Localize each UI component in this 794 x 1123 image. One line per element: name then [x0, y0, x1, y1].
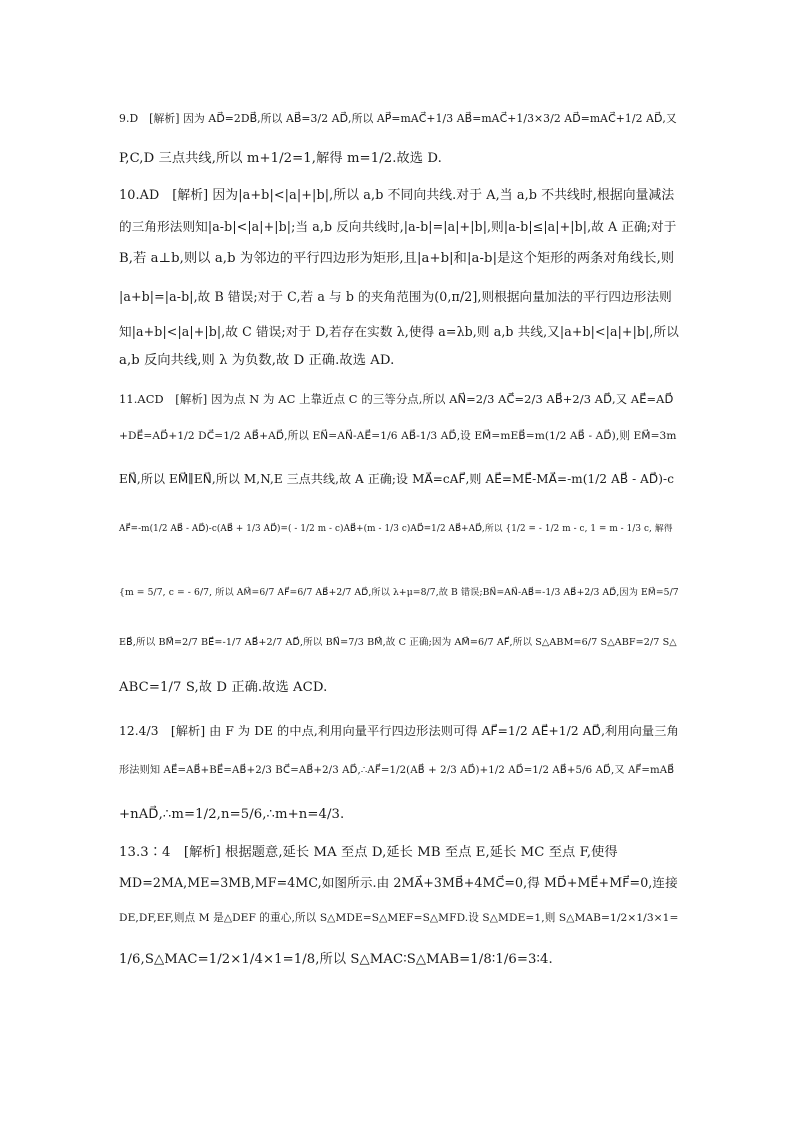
line-12-3: +nAD⃗,∴m=1/2,n=5/6,∴m+n=4/3. [119, 807, 345, 822]
line-11-7: ABC=1/7 S,故 D 正确.故选 ACD. [119, 680, 328, 695]
line-10-3: B,若 a⊥b,则以 a,b 为邻边的平行四边形为矩形,且|a+b|和|a-b|是这个矩形的两条对角线长,则 [119, 251, 675, 266]
line-10-5: 知|a+b|<|a|+|b|,故 C 错误;对于 D,若存在实数 λ,使得 a=λb,则 a,b 共线,又|a+b|<|a|+|b|,所以 [119, 324, 679, 339]
line-11-5: {m = 5/7, c = - 6/7, 所以 AM⃗=6/7 AF⃗=6/7 AB⃗+2/7 AD⃗,所以 λ+μ=8/7,故 B 错误;BN⃗=AN⃗-AB⃗=-1/3 AB⃗+2/3 AD⃗,因为 EM⃗=5/7 [119, 587, 679, 598]
line-13-2: MD=2MA,ME=3MB,MF=4MC,如图所示.由 2MA⃗+3MB⃗+4MC⃗=0,得 MD⃗+ME⃗+MF⃗=0,连接 [119, 875, 678, 890]
line-13-3: DE,DF,EF,则点 M 是△DEF 的重心,所以 S△MDE=S△MEF=S△MFD.设 S△MDE=1,则 S△MAB=1/2×1/3×1= [119, 912, 679, 924]
line-10-1: 10.AD [解析] 因为|a+b|<|a|+|b|,所以 a,b 不同向共线.对于 A,当 a,b 不共线时,根据向量减法 [119, 188, 675, 203]
line-11-1: 11.ACD [解析] 因为点 N 为 AC 上靠近点 C 的三等分点,所以 AN⃗=2/3 AC⃗=2/3 AB⃗+2/3 AD⃗,又 AE⃗=AD⃗ [119, 392, 674, 406]
line-13-4: 1/6,S△MAC=1/2×1/4×1=1/8,所以 S△MAC∶S△MAB=1/8∶1/6=3∶4. [119, 952, 553, 967]
line-10-4: |a+b|=|a-b|,故 B 错误;对于 C,若 a 与 b 的夹角范围为(0,π/2],则根据向量加法的平行四边形法则 [119, 289, 672, 304]
line-12-2: 形法则知 AE⃗=AB⃗+BE⃗=AB⃗+2/3 BC⃗=AB⃗+2/3 AD⃗,∴AF⃗=1/2(AB⃗ + 2/3 AD⃗)+1/2 AD⃗=1/2 AB⃗+5/6 AD⃗,又 AF⃗=mAB⃗ [119, 765, 675, 776]
line-11-6: EB⃗,所以 BM⃗=2/7 BE⃗=-1/7 AB⃗+2/7 AD⃗,所以 BN⃗=7/3 BM⃗,故 C 正确;因为 AM⃗=6/7 AF⃗,所以 S△ABM=6/7 S△ABF=2/7 S△ [119, 637, 677, 648]
line-9-1: 9.D [解析] 因为 AD⃗=2DB⃗,所以 AB⃗=3/2 AD⃗,所以 AP⃗=mAC⃗+1/3 AB⃗=mAC⃗+1/3×3/2 AD⃗=mAC⃗+1/2 AD⃗,又 [119, 112, 677, 125]
line-9-2: P,C,D 三点共线,所以 m+1/2=1,解得 m=1/2.故选 D. [119, 151, 442, 166]
line-10-2: 的三角形法则知|a-b|<|a|+|b|;当 a,b 反向共线时,|a-b|=|a|+|b|,则|a-b|≤|a|+|b|,故 A 正确;对于 [119, 219, 677, 234]
line-10-6: a,b 反向共线,则 λ 为负数,故 D 正确.故选 AD. [119, 353, 395, 368]
line-13-1: 13.3∶4 [解析] 根据题意,延长 MA 至点 D,延长 MB 至点 E,延长 MC 至点 F,使得 [119, 845, 618, 860]
line-11-2: +DE⃗=AD⃗+1/2 DC⃗=1/2 AB⃗+AD⃗,所以 EN⃗=AN⃗-AE⃗=1/6 AB⃗-1/3 AD⃗,设 EM⃗=mEB⃗=m(1/2 AB⃗ - AD⃗),则 EM⃗=3m [119, 430, 677, 442]
line-12-1: 12.4/3 [解析] 由 F 为 DE 的中点,利用向量平行四边形法则可得 AF⃗=1/2 AE⃗+1/2 AD⃗,利用向量三角 [119, 724, 679, 738]
line-11-3: EN⃗,所以 EM⃗∥EN⃗,所以 M,N,E 三点共线,故 A 正确;设 MA⃗=cAF⃗,则 AE⃗=ME⃗-MA⃗=-m(1/2 AB⃗ - AD⃗)-c [119, 472, 675, 486]
line-11-4: AF⃗=-m(1/2 AB⃗ - AD⃗)-c(AB⃗ + 1/3 AD⃗)=( - 1/2 m - c)AB⃗+(m - 1/3 c)AD⃗=1/2 AB⃗+AD⃗,所以 {1/2 = - 1/2 m - c, 1 = m - 1/3 c, 解得 [119, 524, 673, 534]
